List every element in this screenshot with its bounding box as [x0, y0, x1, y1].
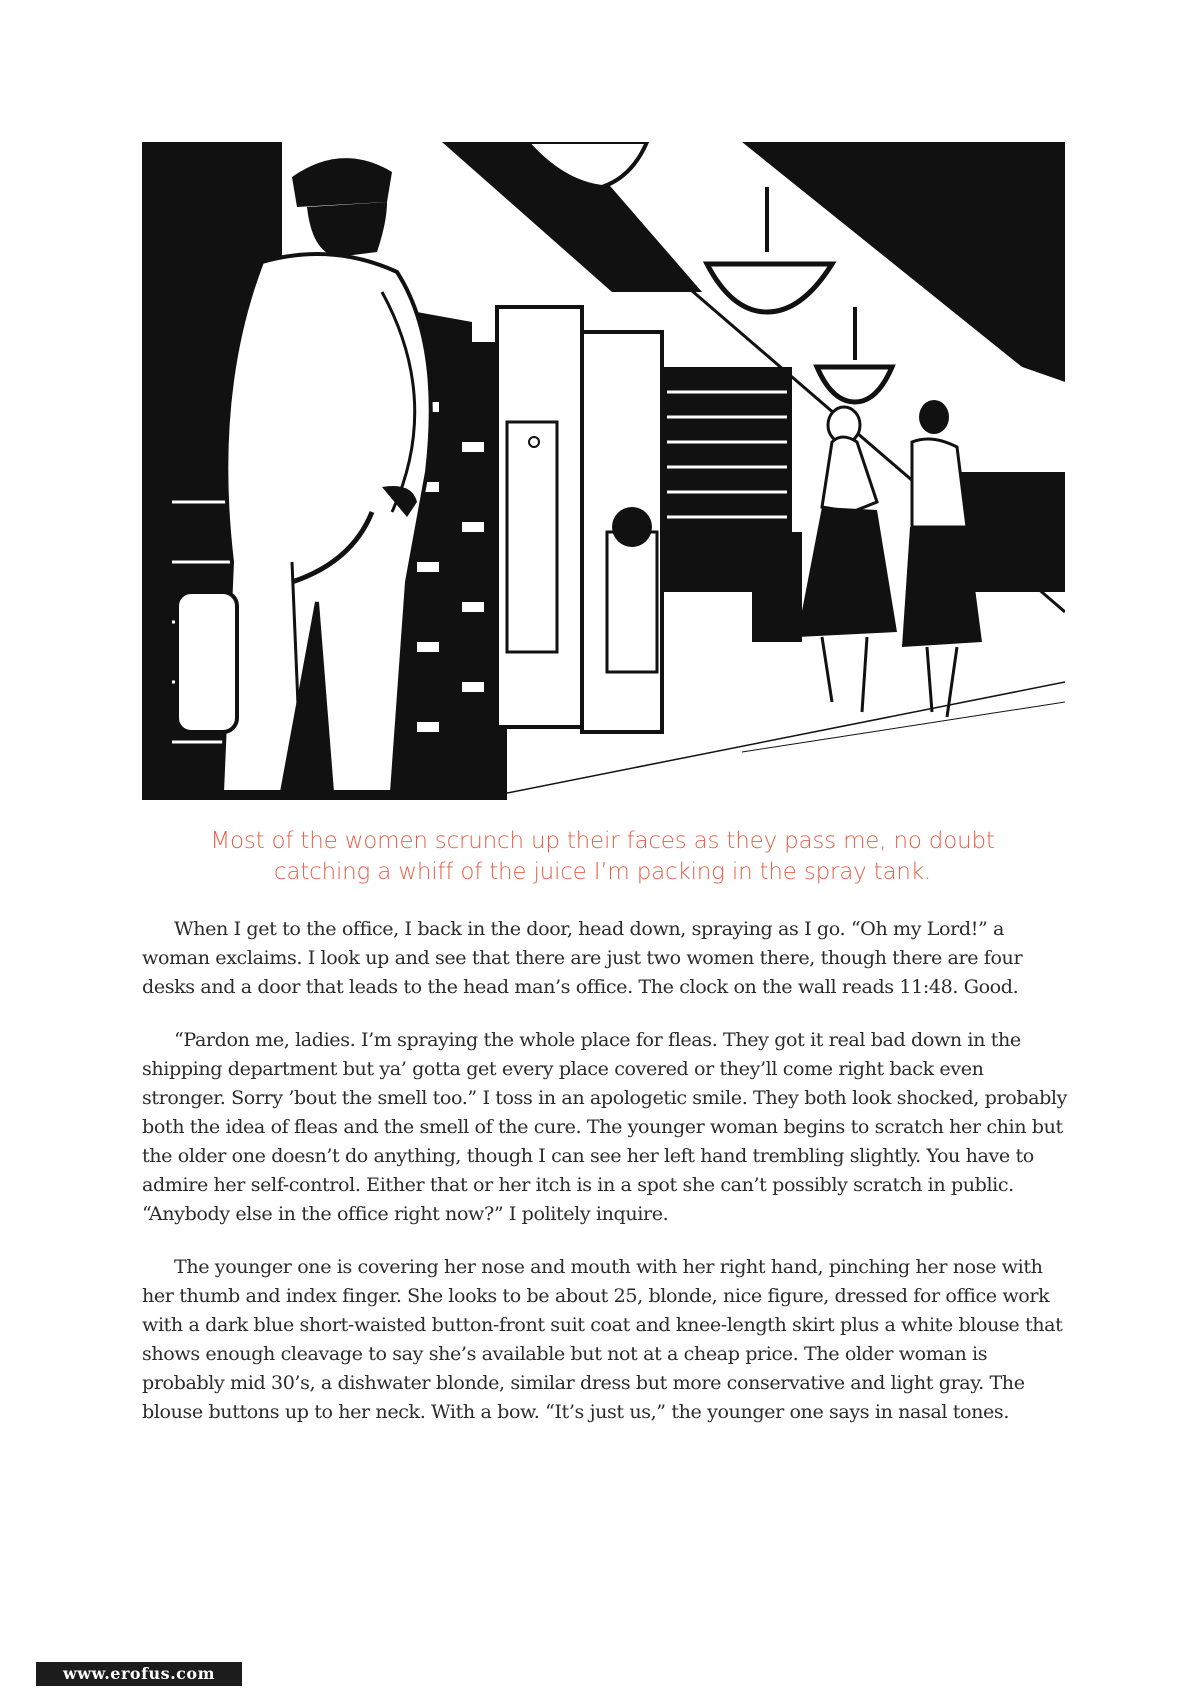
ink-drawing-icon	[142, 142, 1065, 800]
paragraph-1: When I get to the office, I back in the door, head down, spraying as I go. “Oh my Lord!” a woman exclaims. I look up and see that there are just two women there, though there are four desks and a door that leads to the head man’s office. The clock on the wall reads 11:48. Good.	[142, 917, 1023, 998]
illustration-caption	[150, 826, 1055, 888]
paragraph-2: “Pardon me, ladies. I’m spraying the whole place for fleas. They got it real bad down in the shipping department but ya’ gotta get every place covered or they’ll come right back even stronger. Sorry ’bout the smell too.” I toss in an apologetic smile. They both look shocked, probably both the idea of fleas and the smell of the cure. The younger woman begins to scratch her chin but the older one doesn’t do anything, though I can see her left hand trembling slightly. You have to admire her self-control. Either that or her itch is in a spot she can’t possibly scratch in public. “Anybody else in the office right now?” I politely inquire.	[142, 1028, 1068, 1225]
story-body	[142, 914, 1070, 1450]
caption-line-2: catching a whiff of the juice I’m packing in the spray tank.	[273, 859, 931, 885]
site-watermark: www.erofus.com	[36, 1662, 242, 1686]
caption-line-1: Most of the women scrunch up their faces as they pass me, no doubt	[210, 828, 995, 854]
office-illustration	[142, 142, 1065, 800]
paragraph-3: The younger one is covering her nose and mouth with her right hand, pinching her nose with her thumb and index finger. She looks to be about 25, blonde, nice figure, dressed for office work with a dark blue short-waisted button-front suit coat and knee-length skirt plus a white blouse that shows enough cleavage to say she’s available but not at a cheap price. The older woman is probably mid 30’s, a dishwater blonde, similar dress but more conservative and light gray. The blouse buttons up to her neck. With a bow. “It’s just us,” the younger one says in nasal tones.	[142, 1255, 1063, 1423]
